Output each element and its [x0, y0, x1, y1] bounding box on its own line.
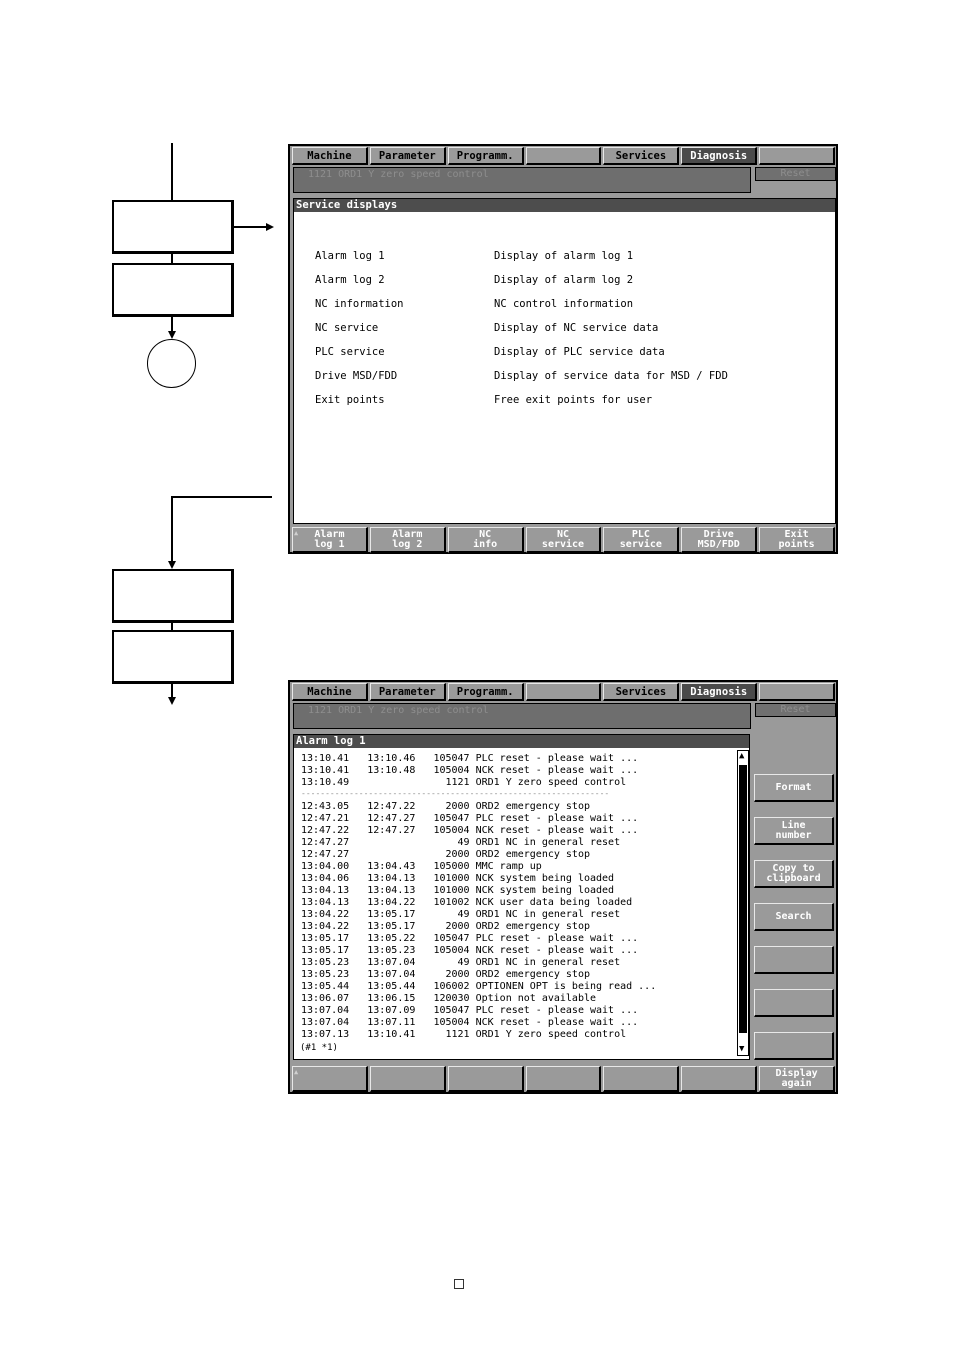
log-scrollbar[interactable] — [737, 750, 749, 1056]
service-item-name: NC service — [315, 322, 379, 334]
arrow-right-icon — [266, 223, 274, 231]
service-displays-screen — [288, 144, 838, 554]
reset-button[interactable]: Reset — [755, 703, 836, 717]
log-line: 13:04.00 13:04.43 105000 MMC ramp up — [301, 861, 542, 872]
softkey-empty[interactable] — [370, 1066, 446, 1092]
log-line: 13:10.41 13:10.48 105004 NCK reset - please wait ... — [301, 765, 639, 776]
main-tabs — [292, 683, 835, 701]
flow-line-return-v — [171, 496, 173, 562]
softkey-empty[interactable] — [681, 1066, 757, 1092]
softkey-drive-msd-fdd[interactable]: Drive MSD/FDD — [681, 527, 757, 553]
tab-machine[interactable]: Machine — [292, 147, 368, 165]
log-separator: ---------------------------------------------------------------- — [301, 789, 610, 798]
flow-line-top — [171, 143, 173, 201]
service-item-name: Alarm log 2 — [315, 274, 385, 286]
softkey-exit-points[interactable]: Exit points — [759, 527, 835, 553]
softkey-empty[interactable] — [448, 1066, 524, 1092]
tab-program[interactable]: Programm. — [448, 683, 524, 701]
service-item-name: Alarm log 1 — [315, 250, 385, 262]
alarm-log-panel — [293, 734, 750, 1060]
log-line: 13:05.17 13:05.22 105047 PLC reset - please wait ... — [301, 933, 639, 944]
flow-box-1 — [112, 200, 234, 254]
log-line: 13:05.44 13:05.44 106002 OPTIONEN OPT is being read ... — [301, 981, 657, 992]
tab-program[interactable]: Programm. — [448, 147, 524, 165]
service-item-desc: Display of alarm log 2 — [494, 274, 634, 286]
tab-empty[interactable] — [759, 147, 835, 165]
vertical-softkey-empty[interactable] — [754, 1032, 834, 1060]
service-item-desc: Display of alarm log 1 — [494, 250, 634, 262]
flow-box-4 — [112, 630, 234, 684]
vertical-softkey-format[interactable]: Format — [754, 774, 834, 802]
page-title: Service displays — [294, 199, 835, 212]
flow-line-b2-circle — [171, 316, 173, 332]
service-item-name: Drive MSD/FDD — [315, 370, 398, 382]
alarm-message: 1121 ORD1 Y zero speed control — [293, 703, 751, 729]
vertical-softkey-empty[interactable] — [754, 989, 834, 1017]
softkey-plc-service[interactable]: PLC service — [603, 527, 679, 553]
page-marker-square — [454, 1279, 464, 1289]
alarm-log-list[interactable] — [296, 750, 738, 1043]
softkey-empty[interactable] — [526, 1066, 602, 1092]
arrow-down-icon — [168, 697, 176, 705]
vertical-softkey-empty[interactable] — [754, 946, 834, 974]
tab-diagnosis[interactable]: Diagnosis — [681, 147, 757, 165]
log-line: 13:04.22 13:05.17 49 ORD1 NC in general reset — [301, 909, 621, 920]
service-item-desc: Display of NC service data — [494, 322, 659, 334]
tab-diagnosis[interactable]: Diagnosis — [681, 683, 757, 701]
service-item-desc: Display of PLC service data — [494, 346, 665, 358]
reset-button[interactable]: Reset — [755, 167, 836, 181]
log-line: 12:47.22 12:47.27 105004 NCK reset - please wait ... — [301, 825, 639, 836]
softkey-alarm-log-2[interactable]: Alarm log 2 — [370, 527, 446, 553]
softkey-empty[interactable] — [292, 1066, 368, 1092]
log-line: 13:05.23 13:07.04 49 ORD1 NC in general reset — [301, 957, 621, 968]
tab-empty[interactable] — [526, 147, 602, 165]
flow-line-bottom — [171, 683, 173, 698]
alarm-log-screen — [288, 680, 838, 1094]
arrow-down-icon — [168, 331, 176, 339]
flow-connector-circle — [147, 339, 196, 388]
log-line: 13:07.04 13:07.11 105004 NCK reset - please wait ... — [301, 1017, 639, 1028]
softkey-empty[interactable] — [603, 1066, 679, 1092]
log-line: 13:04.06 13:04.13 101000 NCK system being loaded — [301, 873, 615, 884]
tab-parameter[interactable]: Parameter — [370, 683, 446, 701]
arrow-down-icon — [168, 561, 176, 569]
vertical-softkey-line-number[interactable]: Line number — [754, 817, 834, 845]
log-line: 13:04.22 13:05.17 2000 ORD2 emergency stop — [301, 921, 590, 932]
flow-line-return-h — [171, 496, 272, 498]
log-line: 13:04.13 13:04.22 101002 NCK user data being loaded — [301, 897, 633, 908]
tab-empty[interactable] — [759, 683, 835, 701]
log-line: 13:04.13 13:04.13 101000 NCK system being loaded — [301, 885, 615, 896]
softkey-alarm-log-1[interactable]: Alarm log 1 — [292, 527, 368, 553]
vertical-softkey-search[interactable]: Search — [754, 903, 834, 931]
horizontal-softkeys — [292, 1066, 835, 1092]
scrollbar-thumb[interactable] — [739, 765, 747, 1033]
log-line: 13:07.13 13:10.41 1121 ORD1 Y zero speed control — [301, 1029, 627, 1040]
horizontal-softkeys — [292, 527, 835, 553]
tab-services[interactable]: Services — [603, 683, 679, 701]
service-item-desc: Display of service data for MSD / FDD — [494, 370, 728, 382]
log-line: 12:47.27 2000 ORD2 emergency stop — [301, 849, 590, 860]
tab-empty[interactable] — [526, 683, 602, 701]
service-item-name: PLC service — [315, 346, 385, 358]
service-displays-panel — [293, 198, 836, 524]
tab-machine[interactable]: Machine — [292, 683, 368, 701]
log-line: 13:10.49 1121 ORD1 Y zero speed control — [301, 777, 627, 788]
softkey-nc-service[interactable]: NC service — [526, 527, 602, 553]
triangle-up-icon: ▲ — [294, 529, 299, 537]
flow-line-arrow-right — [233, 226, 266, 228]
service-item-desc: Free exit points for user — [494, 394, 653, 406]
log-line: 12:47.27 49 ORD1 NC in general reset — [301, 837, 621, 848]
service-item-name: Exit points — [315, 394, 385, 406]
scroll-down-icon[interactable]: ▼ — [739, 1044, 745, 1054]
flow-box-2 — [112, 263, 234, 317]
service-item-desc: NC control information — [494, 298, 634, 310]
service-item-name: NC information — [315, 298, 404, 310]
alarm-message: 1121 ORD1 Y zero speed control — [293, 167, 751, 193]
log-line: 13:05.17 13:05.23 105004 NCK reset - please wait ... — [301, 945, 639, 956]
log-line: 12:43.05 12:47.22 2000 ORD2 emergency stop — [301, 801, 590, 812]
tab-services[interactable]: Services — [603, 147, 679, 165]
log-line: 13:07.04 13:07.09 105047 PLC reset - please wait ... — [301, 1005, 639, 1016]
scroll-up-icon[interactable]: ▲ — [739, 751, 745, 761]
log-line: 13:06.07 13:06.15 120030 Option not available — [301, 993, 597, 1004]
triangle-up-icon: ▲ — [294, 1068, 299, 1076]
log-line: 12:47.21 12:47.27 105047 PLC reset - please wait ... — [301, 813, 639, 824]
tab-parameter[interactable]: Parameter — [370, 147, 446, 165]
page-title: Alarm log 1 — [294, 735, 749, 748]
log-status-line: (#1 *1) — [300, 1043, 338, 1053]
vertical-softkey-copy-to-clipboard[interactable]: Copy to clipboard — [754, 860, 834, 888]
flow-box-3 — [112, 569, 234, 623]
softkey-display-again[interactable]: Display again — [759, 1066, 835, 1092]
main-tabs — [292, 147, 835, 165]
log-line: 13:05.23 13:07.04 2000 ORD2 emergency stop — [301, 969, 590, 980]
log-line: 13:10.41 13:10.46 105047 PLC reset - please wait ... — [301, 753, 639, 764]
softkey-nc-info[interactable]: NC info — [448, 527, 524, 553]
